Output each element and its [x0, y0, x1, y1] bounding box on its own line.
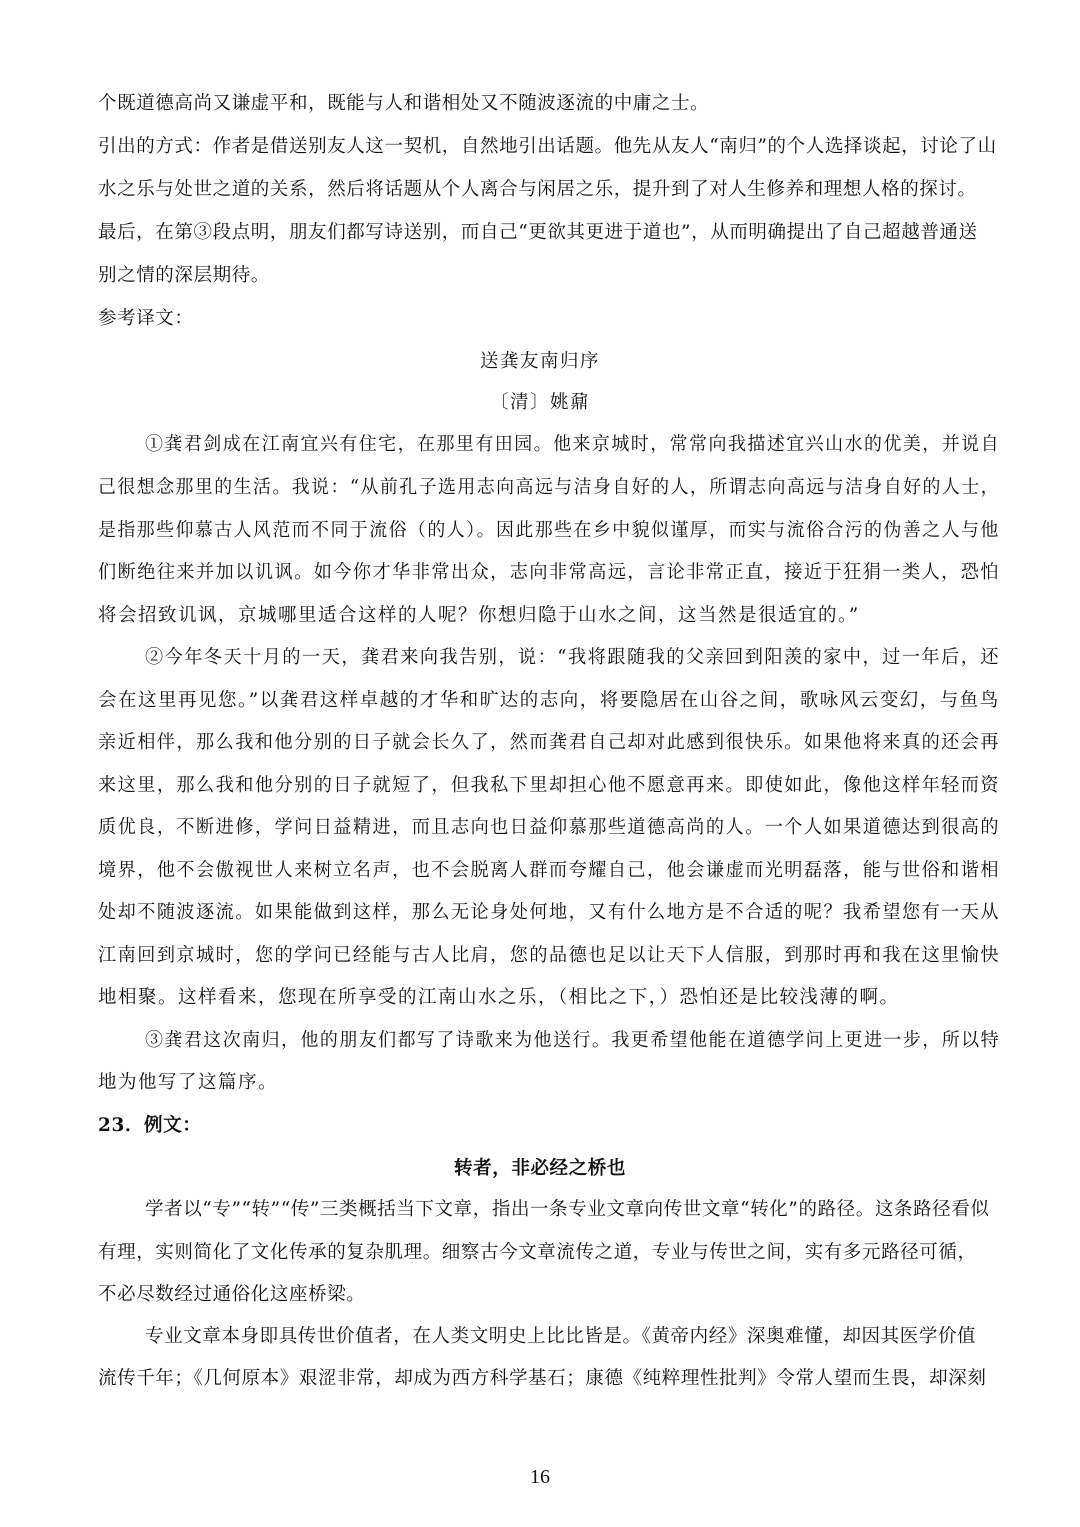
intro-line: 别之情的深层期待。 [98, 265, 270, 286]
translation-label: 参考译文： [98, 308, 194, 329]
translation-line: ①龚君剑成在江南宜兴有住宅，在那里有田园。他来京城时，常常向我描述宜兴山水的优美，并说自 [145, 434, 1001, 455]
translation-line: 亲近相伴，那么我和他分别的日子就会长久了，然而龚君自己却对此感到很快乐。如果他将来真的还会再 [98, 732, 1001, 753]
translation-line: 江南回到京城时，您的学问已经能与古人比肩，您的品德也足以让天下人信服，到那时再和我在这里愉快 [98, 945, 1001, 966]
essay-title: 转者，非必经之桥也 [454, 1158, 626, 1179]
translation-line: 质优良，不断进修，学问日益精进，而且志向也日益仰慕那些道德高尚的人。一个人如果道德达到很高的 [98, 817, 1001, 838]
translation-line: 会在这里再见您。”以龚君这样卓越的才华和旷达的志向，将要隐居在山谷之间，歌咏风云变幻，与鱼鸟 [98, 690, 1000, 711]
essay-line: 学者以“专”“转”“传”三类概括当下文章，指出一条专业文章向传世文章“转化”的路径。这条路径看似 [145, 1199, 990, 1220]
translation-line: 处却不随波逐流。如果能做到这样，那么无论身处何地，又有什么地方是不合适的呢？我希望您有一天从 [98, 902, 1001, 923]
intro-line: 个既道德高尚又谦虚平和，既能与人和谐相处又不随波逐流的中庸之士。 [98, 93, 710, 114]
translation-line: ③龚君这次南归，他的朋友们都写了诗歌来为他送行。我更希望他能在道德学问上更进一步，所以特 [145, 1030, 1001, 1051]
translation-title: 送龚友南归序 [479, 351, 600, 372]
page-number: 16 [530, 1466, 550, 1488]
translation-line: 地为他写了这篇序。 [98, 1072, 279, 1093]
translation-line: 地相聚。这样看来，您现在所享受的江南山水之乐，（相比之下，）恐怕还是比较浅薄的啊。 [98, 987, 900, 1008]
essay-line: 有理，实则简化了文化传承的复杂肌理。细察古今文章流传之道，专业与传世之间，实有多元路径可循， [98, 1242, 977, 1263]
intro-line: 最后，在第③段点明，朋友们都写诗送别，而自己“更欲其更进于道也”，从而明确提出了自己超越普通送 [98, 222, 978, 243]
translation-author: 〔清〕姚鼐 [489, 392, 590, 413]
essay-line: 专业文章本身即具传世价值者，在人类文明史上比比皆是。《黄帝内经》深奥难懂，却因其医学价值 [145, 1326, 977, 1347]
translation-line: 是指那些仰慕古人风范而不同于流俗（的人）。因此那些在乡中貌似谨厚，而实与流俗合污的伪善之人与他 [98, 520, 1000, 541]
intro-line: 引出的方式：作者是借送别友人这一契机，自然地引出话题。他先从友人“南归”的个人选择谈起，讨论了山 [98, 136, 997, 157]
translation-line: 们断绝往来并加以讥讽。如今你才华非常出众，志向非常高远，言论非常正直，接近于狂狷一类人，恐怕 [98, 562, 1001, 583]
intro-line: 水之乐与处世之道的关系，然后将话题从个人离合与闲居之乐，提升到了对人生修养和理想人格的探讨。 [98, 179, 977, 200]
translation-line: 己很想念那里的生活。我说：“从前孔子选用志向高远与洁身自好的人，所谓志向高远与洁身自好的人士， [98, 477, 1000, 498]
translation-line: 将会招致讥讽，京城哪里适合这样的人呢？你想归隐于山水之间，这当然是很适宜的。” [98, 605, 860, 626]
translation-line: ②今年冬天十月的一天，龚君来向我告别，说：“我将跟随我的父亲回到阳羡的家中，过一年后，还 [145, 647, 1000, 668]
translation-line: 来这里，那么我和他分别的日子就短了，但我私下里却担心他不愿意再来。即使如此，像他这样年轻而资 [98, 775, 1001, 796]
essay-line: 流传千年；《几何原本》艰涩非常，却成为西方科学基石；康德《纯粹理性批判》令常人望而生畏，却深刻 [98, 1368, 987, 1389]
essay-line: 不必尽数经过通俗化这座桥梁。 [98, 1284, 366, 1305]
translation-line: 境界，他不会傲视世人来树立名声，也不会脱离人群而夸耀自己，他会谦虚而光明磊落，能与世俗和谐相 [98, 860, 1001, 881]
question-23-label: 23．例文： [98, 1115, 202, 1136]
